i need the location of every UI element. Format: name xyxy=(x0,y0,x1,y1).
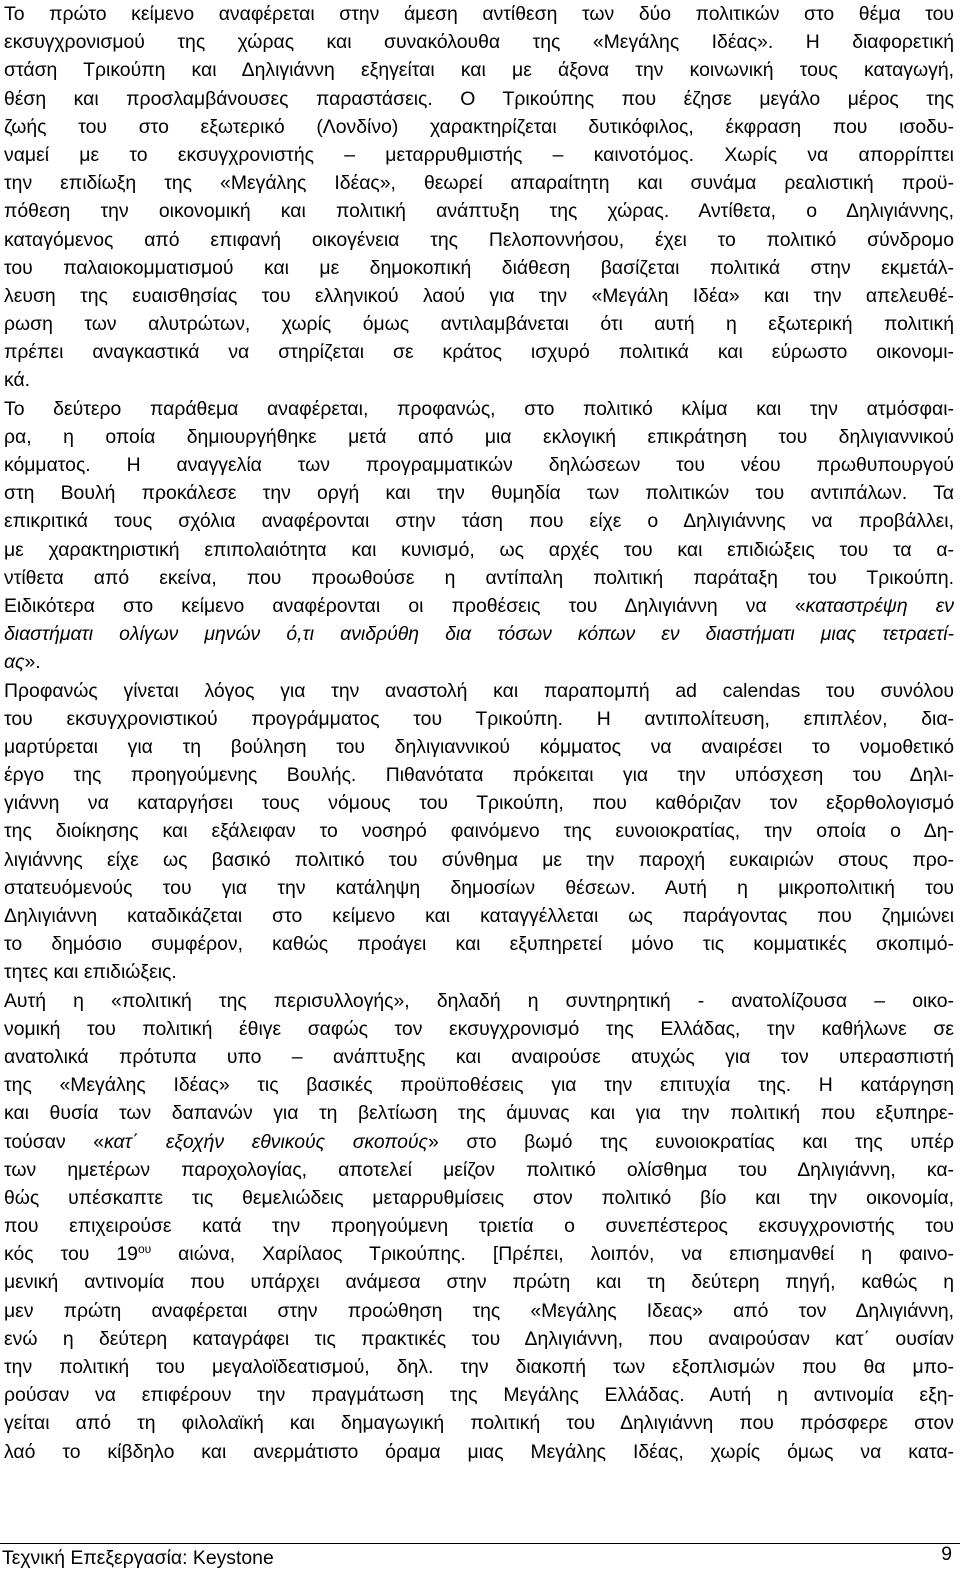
text-line xyxy=(4,366,954,394)
text-segment: στατευόμενούς του για την κατάληψη δημοσίων θέσεων. Αυτή η μικροπολιτική του xyxy=(4,876,954,899)
text-segment: της διοίκησης και εξάλειφαν το νοσηρό φαινόμενο της ευνοιοκρατίας, την οποία ο Δη- xyxy=(4,820,954,843)
text-line xyxy=(4,902,954,930)
text-line xyxy=(4,395,954,423)
text-line xyxy=(4,536,954,564)
text-line xyxy=(4,874,954,902)
text-segment: Το πρώτο κείμενο αναφέρεται στην άμεση αντίθεση των δύο πολιτικών στο θέμα του xyxy=(4,3,954,25)
text-line xyxy=(4,1071,954,1099)
text-segment: ζωής του στο εξωτερικό (Λονδίνο) χαρακτηρίζεται δυτικόφιλος, έκφραση που ισοδυ- xyxy=(4,115,954,138)
text-segment: ρούσαν να επιφέρουν την πραγμάτωση της Μεγάλης Ελλάδας. Αυτή η αντινομία εξη- xyxy=(4,1384,954,1407)
text-segment: και θυσία των δαπανών για τη βελτίωση της άμυνας και για την πολιτική που εξυπηρε- xyxy=(4,1102,954,1125)
text-line xyxy=(4,789,954,817)
text-segment: μεν πρώτη αναφέρεται στην προώθηση της «Μεγάλης Ιδεας» από τον Δηλιγιάννη, xyxy=(4,1299,954,1322)
text-segment: Προφανώς γίνεται λόγος για την αναστολή και παραπομπή ad calendas του συνόλου xyxy=(4,679,954,702)
text-line xyxy=(4,1128,954,1156)
text-line xyxy=(4,1156,954,1184)
text-segment: μαρτύρεται για τη βούληση του δηλιγιαννικού κόμματος να αναιρέσει το νομοθετικό xyxy=(4,735,954,758)
italic-quote-segment: ας xyxy=(4,651,25,674)
text-segment: θέση και προσλαμβάνουσες παραστάσεις. Ο Τρικούπης που έζησε μεγάλο μέρος της xyxy=(4,87,954,110)
century-number: 19 xyxy=(116,1243,138,1266)
text-segment: ανατολικά πρότυπα υπο – ανάπτυξης και αναιρούσε ατυχώς για τον υπερασπιστή xyxy=(4,1045,954,1068)
text-segment: της «Μεγάλης Ιδέας» τις βασικές προϋποθέσεις για την επιτυχία της. Η κατάργηση xyxy=(4,1074,954,1097)
text-line xyxy=(4,1184,954,1212)
text-segment: κά. xyxy=(4,369,31,392)
text-segment: καταγόμενος από επιφανή οικογένεια της Πελοποννήσου, έχει το πολιτικό σύνδρομο xyxy=(4,228,954,251)
text-segment: ρα, η οποία δημιουργήθηκε μετά από μια εκλογική επικράτηση του δηλιγιαννικού xyxy=(4,425,954,448)
text-segment: κός του xyxy=(4,1243,117,1266)
text-segment: κόμματος. Η αναγγελία των προγραμματικών δηλώσεων του νέου πρωθυπουργού xyxy=(4,454,954,476)
text-line xyxy=(4,733,954,761)
text-line xyxy=(4,254,954,282)
text-segment: αιώνα, Χαρίλαος Τρικούπης. [Πρέπει, λοιπόν, να επισημανθεί η φαινο- xyxy=(151,1243,955,1266)
text-line xyxy=(4,761,954,789)
text-line xyxy=(4,226,954,254)
text-segment: στάση Τρικούπη και Δηλιγιάννη εξηγείται και με άξονα την κοινωνική τους καταγωγή, xyxy=(4,59,954,82)
text-segment: γείται από τη φιλολαϊκή και δημαγωγική πολιτική του Δηλιγιάννη που πρόσφερε στον xyxy=(4,1412,954,1435)
text-line xyxy=(4,930,954,958)
text-segment: το δημόσιο συμφέρον, καθώς προάγει και εξυπηρετεί μόνο τις κομματικές σκοπιμό- xyxy=(4,933,954,956)
text-line xyxy=(4,958,954,986)
text-segment: πόθεση την οικονομική και πολιτική ανάπτυξη της χώρας. Αντίθετα, ο Δηλιγιάννης, xyxy=(4,200,954,223)
text-segment: των ημετέρων παροχολογίας, αποτελεί μείζον πολιτικό ολίσθημα του Δηλιγιάννη, κα- xyxy=(4,1158,954,1181)
footer-title: Τεχνική Επεξεργασία: Keystone xyxy=(2,1547,274,1569)
text-line xyxy=(4,169,954,197)
text-line xyxy=(4,1043,954,1071)
text-segment: ». xyxy=(24,651,41,674)
text-line xyxy=(4,28,954,56)
text-line xyxy=(4,592,954,620)
ordinal-superscript: ου xyxy=(137,1242,152,1257)
text-line xyxy=(4,1381,954,1409)
text-segment: στη Βουλή προκάλεσε την οργή και την θυμηδία των πολιτικών του αντιπάλων. Τα xyxy=(4,482,954,505)
text-line xyxy=(4,1325,954,1353)
text-line xyxy=(4,1297,954,1325)
text-segment: Δηλιγιάννη καταδικάζεται στο κείμενο και καταγγέλλεται ως παράγοντας που ζημιώνει xyxy=(4,905,954,927)
text-segment: μενική αντινομία που υπάρχει ανάμεσα στην πρώτη και τη δεύτερη πηγή, καθώς η xyxy=(4,1271,954,1294)
text-line xyxy=(4,310,954,338)
text-segment: την επιδίωξη της «Μεγάλης Ιδέας», θεωρεί απαραίτητη και συνάμα ρεαλιστική προϋ- xyxy=(4,172,954,195)
text-segment: Αυτή η «πολιτική της περισυλλογής», δηλαδή η συντηρητική - ανατολίζουσα – οικο- xyxy=(4,989,954,1012)
page-number: 9 xyxy=(941,1543,952,1565)
text-segment: επικριτικά τους σχόλια αναφέρονται στην τάση που είχε ο Δηλιγιάννης να προβάλλει, xyxy=(4,510,954,533)
text-line xyxy=(4,197,954,225)
text-line xyxy=(4,1015,954,1043)
text-line xyxy=(4,1212,954,1240)
text-segment: που επιχειρούσε κατά την προηγούμενη τριετία ο συνεπέστερος εκσυγχρονιστής του xyxy=(4,1215,954,1238)
text-segment: με χαρακτηριστική επιπολαιότητα και κυνισμό, ως αρχές του και επιδιώξεις του τα α- xyxy=(4,538,954,561)
text-line xyxy=(4,423,954,451)
text-segment: έργο της προηγούμενης Βουλής. Πιθανότατα πρόκειται για την υπόσχεση του Δηλι- xyxy=(4,764,954,787)
text-segment: εκσυγχρονισμού της χώρας και συνακόλουθα της «Μεγάλης Ιδέας». Η διαφορετική xyxy=(4,31,954,54)
italic-quote-segment: κατ΄ εξοχήν εθνικούς σκοπούς xyxy=(104,1130,428,1153)
text-segment: λευση της ευαισθησίας του ελληνικού λαού για την «Μεγάλη Ιδέα» και την απελευθέ- xyxy=(4,284,954,307)
text-line xyxy=(4,648,954,676)
text-line xyxy=(4,817,954,845)
text-line xyxy=(4,479,954,507)
text-segment: γιάννη να καταργήσει τους νόμους του Τρικούπη, που καθόριζαν τον εξορθολογισμό xyxy=(4,792,954,815)
text-line xyxy=(4,677,954,705)
text-segment: τούσαν « xyxy=(4,1130,105,1153)
text-segment: ρωση των αλυτρώτων, χωρίς όμως αντιλαμβάνεται ότι αυτή η εξωτερική πολιτική xyxy=(4,313,954,336)
text-segment: του εκσυγχρονιστικού προγράμματος του Τρικούπη. Η αντιπολίτευση, επιπλέον, δια- xyxy=(4,707,954,730)
text-segment: την πολιτική του μεγαλοϊδεατισμού, δηλ. την διακοπή των εξοπλισμών που θα μπο- xyxy=(4,1356,954,1378)
text-segment: του παλαιοκομματισμού και με δημοκοπική διάθεση βασίζεται πολιτικά στην εκμετάλ- xyxy=(4,256,954,279)
text-line xyxy=(4,56,954,84)
text-segment: νομική του πολιτική έθιγε σαφώς τον εκσυγχρονισμό της Ελλάδας, την καθήλωνε σε xyxy=(4,1017,954,1040)
text-line xyxy=(4,564,954,592)
text-segment: ντίθετα από εκείνα, που προωθούσε η αντίπαλη πολιτική παράταξη του Τρικούπη. xyxy=(4,566,954,589)
text-line xyxy=(4,705,954,733)
text-line xyxy=(4,507,954,535)
text-line xyxy=(4,1099,954,1127)
text-segment: Το δεύτερο παράθεμα αναφέρεται, προφανώς, στο πολιτικό κλίμα και την ατμόσφαι- xyxy=(4,397,954,420)
text-segment: » στο βωμό της ευνοιοκρατίας και της υπέρ xyxy=(427,1130,955,1153)
footer-divider xyxy=(0,1543,960,1544)
text-line xyxy=(4,846,954,874)
text-line xyxy=(4,1409,954,1437)
text-segment: ναμεί με το εκσυγχρονιστής – μεταρρυθμιστής – καινοτόμος. Χωρίς να απορρίπτει xyxy=(4,143,954,166)
text-segment: θώς υπέσκαπτε τις θεμελιώδεις μεταρρυθμίσεις στον πολιτικό βίο και την οικονομία, xyxy=(4,1186,954,1209)
text-line xyxy=(4,1438,954,1466)
text-segment: λαό το κίβδηλο και ανερμάτιστο όραμα μιας Μεγάλης Ιδέας, χωρίς όμως να κατα- xyxy=(4,1440,954,1463)
text-line xyxy=(4,0,954,28)
text-line xyxy=(4,620,954,648)
text-line xyxy=(4,987,954,1015)
italic-quote-segment: καταστρέψη εν xyxy=(805,594,955,617)
text-line xyxy=(4,1353,954,1381)
text-line xyxy=(4,1240,954,1268)
text-line xyxy=(4,113,954,141)
text-line xyxy=(4,451,954,479)
text-segment: Ειδικότερα στο κείμενο αναφέρονται οι προθέσεις του Δηλιγιάννη να « xyxy=(4,594,806,617)
text-segment: λιγιάννης είχε ως βασικό πολιτικό του σύνθημα με την παροχή ευκαιριών στους προ- xyxy=(4,848,954,871)
text-line xyxy=(4,1268,954,1296)
text-segment: πρέπει αναγκαστικά να στηρίζεται σε κράτος ισχυρό πολιτικά και εύρωστο οικονομι- xyxy=(4,341,954,364)
text-segment: ενώ η δεύτερη καταγράφει τις πρακτικές του Δηλιγιάννη, που αναιρούσαν κατ΄ ουσίαν xyxy=(4,1327,954,1350)
text-line xyxy=(4,282,954,310)
text-segment: τητες και επιδιώξεις. xyxy=(4,961,177,984)
text-line xyxy=(4,85,954,113)
text-line xyxy=(4,338,954,366)
text-line xyxy=(4,141,954,169)
italic-quote-segment: διαστήματι ολίγων μηνών ό,τι ανιδρύθη δια τόσων κόπων εν διαστήματι μιας τετραετί- xyxy=(4,623,954,646)
document-body xyxy=(4,0,954,1466)
